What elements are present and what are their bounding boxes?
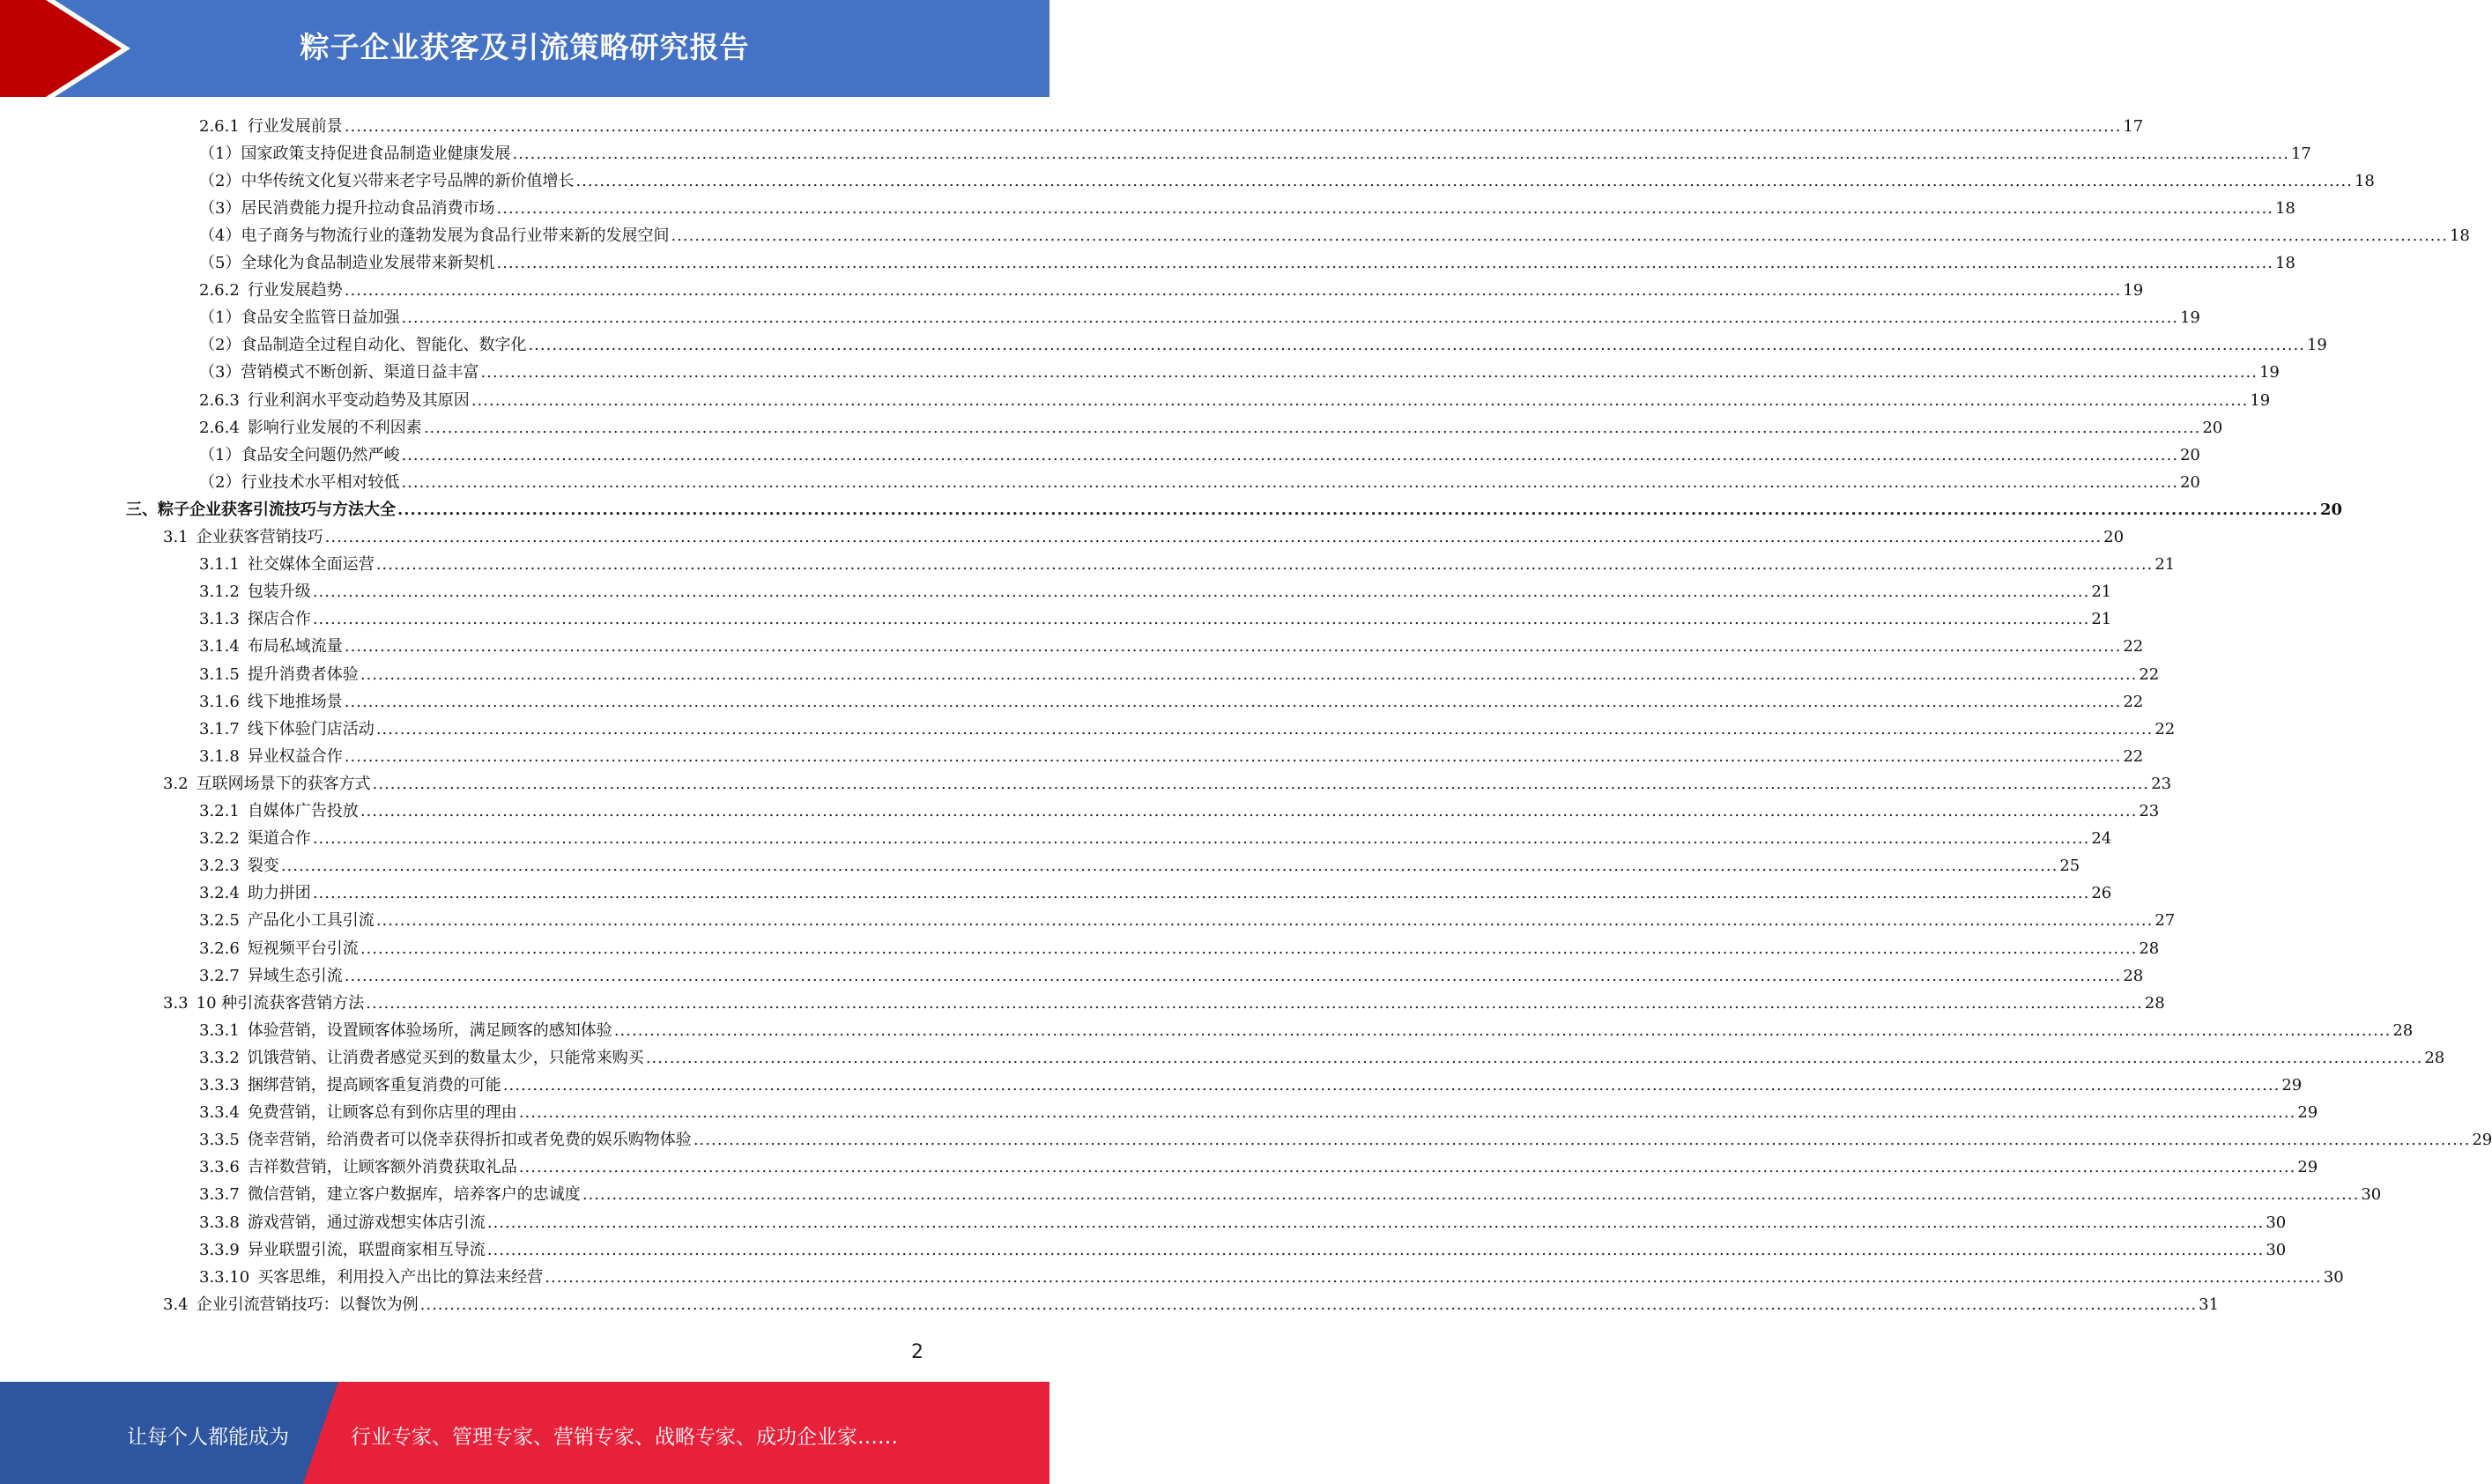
toc-entry-page: 30: [2361, 1185, 2382, 1205]
toc-leader-dots: ............................................................................................................................................................................................................................................................................................................: [344, 281, 2122, 301]
toc-leader-dots: ............................................................................................................................................................................................................................................................................................................: [518, 1158, 2296, 1177]
toc-entry-title: 异业权益合作: [247, 746, 343, 766]
toc-entry[interactable]: [0, 634, 2144, 661]
toc-entry-number: 3.2.3: [199, 857, 240, 876]
toc-entry-number: 3.2: [163, 774, 189, 793]
toc-entry-number: 3.1.2: [199, 582, 240, 602]
toc-entry-title: 提升消费者体验: [247, 664, 359, 684]
toc-entry-title: 企业获客营销技巧: [196, 528, 323, 546]
footer-slogan-left: 让每个人都能成为: [127, 1426, 289, 1449]
toc-entry-title: 捆绑营销，提高顾客重复消费的可能: [247, 1076, 501, 1094]
toc-entry[interactable]: [0, 990, 2165, 1017]
toc-entry-number: （2）: [199, 171, 241, 190]
toc-entry-number: 3.3.4: [199, 1103, 240, 1123]
toc-entry-page: 19: [2179, 308, 2200, 328]
page-header: [0, 0, 1049, 97]
toc-entry-number: 3.2.5: [199, 911, 240, 931]
toc-entry-title: 体验营销，设置顾客体验场所，满足顾客的感知体验: [247, 1020, 612, 1040]
toc-entry-number: 3.2.1: [199, 802, 240, 820]
toc-leader-dots: ............................................................................................................................................................................................................................................................................................................: [496, 254, 2273, 272]
toc-entry-page: 30: [2323, 1267, 2344, 1287]
toc-entry-page: 25: [2059, 857, 2080, 876]
toc-entry-number: 3.1.6: [199, 692, 240, 711]
toc-entry-title: 影响行业发展的不利因素: [247, 418, 422, 437]
page-footer: [0, 1382, 1049, 1484]
toc-leader-dots: ............................................................................................................................................................................................................................................................................................................: [423, 418, 2201, 437]
toc-leader-dots: ............................................................................................................................................................................................................................................................................................................: [312, 884, 2090, 903]
toc-entry-page: 29: [2472, 1131, 2492, 1150]
toc-entry-page: 22: [2139, 664, 2160, 684]
toc-entry-title: 行业利润水平变动趋势及其原因: [247, 390, 470, 410]
toc-leader-dots: ............................................................................................................................................................................................................................................................................................................: [693, 1131, 2471, 1150]
toc-entry[interactable]: [0, 1072, 2303, 1100]
toc-leader-dots: ............................................................................................................................................................................................................................................................................................................: [401, 472, 2178, 492]
toc-entry-page: 28: [2123, 966, 2144, 985]
toc-leader-dots: ............................................................................................................................................................................................................................................................................................................: [344, 692, 2122, 711]
toc-leader-dots: ............................................................................................................................................................................................................................................................................................................: [512, 144, 2289, 163]
toc-entry[interactable]: [0, 579, 2112, 606]
toc-entry-number: （4）: [199, 226, 241, 245]
toc-entry-page: 29: [2297, 1158, 2318, 1177]
toc-entry-title: 自媒体广告投放: [247, 802, 359, 820]
toc-leader-dots: ............................................................................................................................................................................................................................................................................................................: [480, 363, 2258, 382]
toc-entry-number: 2.6.4: [199, 418, 240, 437]
toc-entry-page: 19: [2258, 363, 2280, 382]
toc-entry-number: 3.2.6: [199, 939, 240, 958]
toc-entry-title: 吉祥数营销，让顾客额外消费获取礼品: [247, 1158, 517, 1177]
toc-entry[interactable]: [0, 524, 2125, 552]
toc-entry-page: 23: [2139, 802, 2160, 820]
toc-entry-page: 29: [2281, 1076, 2303, 1094]
toc-leader-dots: ............................................................................................................................................................................................................................................................................................................: [613, 1020, 2392, 1040]
toc-leader-dots: ............................................................................................................................................................................................................................................................................................................: [280, 857, 2058, 876]
toc-leader-dots: ............................................................................................................................................................................................................................................................................................................: [545, 1267, 2322, 1287]
toc-leader-dots: ............................................................................................................................................................................................................................................................................................................: [312, 610, 2090, 629]
toc-entry-number: （5）: [199, 254, 241, 272]
toc-entry[interactable]: [0, 1100, 2318, 1127]
toc-entry[interactable]: [0, 496, 2343, 523]
toc-entry-page: 19: [2306, 336, 2327, 355]
toc-entry[interactable]: [0, 1154, 2318, 1182]
toc-entry-title: 居民消费能力提升拉动食品消费市场: [241, 198, 495, 218]
toc-entry-page: 21: [2155, 555, 2176, 575]
toc-leader-dots: ............................................................................................................................................................................................................................................................................................................: [372, 774, 2150, 793]
toc-entry-number: 3.3.7: [199, 1185, 240, 1205]
toc-leader-dots: ............................................................................................................................................................................................................................................................................................................: [360, 802, 2138, 820]
toc-entry-title: 侥幸营销，给消费者可以侥幸获得折扣或者免费的娱乐购物体验: [247, 1131, 692, 1150]
toc-entry[interactable]: [0, 552, 2176, 579]
toc-entry-title: 中华传统文化复兴带来老字号品牌的新价值增长: [241, 171, 575, 190]
toc-entry-number: 3.1: [163, 528, 189, 546]
toc-entry-title: 线下体验门店活动: [247, 719, 375, 738]
toc-entry-page: 20: [2202, 418, 2223, 437]
toc-entry-title: 游戏营销，通过游戏想实体店引流: [247, 1213, 486, 1232]
toc-entry-page: 18: [2449, 226, 2470, 245]
toc-entry-page: 17: [2123, 116, 2144, 136]
toc-entry-title: 助力拼团: [247, 884, 311, 903]
toc-entry-page: 28: [2144, 993, 2165, 1013]
toc-entry[interactable]: [0, 1127, 2492, 1154]
toc-leader-dots: ............................................................................................................................................................................................................................................................................................................: [375, 719, 2154, 738]
toc-entry[interactable]: [0, 305, 2200, 332]
toc-entry[interactable]: [0, 332, 2327, 360]
toc-entry-page: 18: [2274, 254, 2295, 272]
toc-entry-number: （3）: [199, 363, 241, 382]
toc-entry-page: 19: [2250, 390, 2271, 410]
toc-entry-title: 互联网场景下的获客方式: [196, 774, 371, 793]
toc-entry[interactable]: [0, 606, 2112, 634]
toc-entry[interactable]: [0, 853, 2080, 880]
toc-entry-page: 19: [2123, 281, 2144, 301]
toc-entry-page: 18: [2274, 198, 2295, 218]
toc-entry-page: 21: [2091, 610, 2112, 629]
toc-entry-page: 21: [2091, 582, 2112, 602]
toc-entry[interactable]: [0, 1017, 2414, 1044]
toc-entry-title: 行业技术水平相对较低: [241, 472, 400, 492]
toc-entry-title: 食品安全监管日益加强: [241, 308, 400, 328]
toc-entry-title: 买客思维，利用投入产出比的算法来经营: [257, 1267, 544, 1287]
toc-entry-number: 3.1.1: [199, 555, 240, 575]
toc-entry-title: 10 种引流获客营销方法: [196, 993, 365, 1013]
toc-entry-page: 22: [2123, 746, 2144, 766]
toc-entry-title: 异业联盟引流，联盟商家相互导流: [247, 1240, 486, 1259]
toc-entry-page: 22: [2123, 692, 2144, 711]
toc-entry-number: 3.1.7: [199, 719, 240, 738]
toc-entry-page: 30: [2266, 1240, 2287, 1259]
report-title: 粽子企业获客及引流策略研究报告: [300, 30, 750, 64]
toc-entry[interactable]: [0, 167, 2375, 195]
toc-entry-title: 全球化为食品制造业发展带来新契机: [241, 254, 495, 272]
toc-entry[interactable]: [0, 469, 2200, 496]
toc-entry[interactable]: [0, 360, 2280, 387]
toc-leader-dots: ............................................................................................................................................................................................................................................................................................................: [312, 582, 2090, 602]
toc-entry-page: 20: [2319, 500, 2343, 519]
toc-entry[interactable]: [0, 387, 2271, 414]
footer-slogan-right: 行业专家、管理专家、营销专家、战略专家、成功企业家……: [351, 1426, 898, 1449]
toc-entry-title: 免费营销，让顾客总有到你店里的理由: [247, 1103, 517, 1123]
toc-entry-page: 30: [2266, 1213, 2287, 1232]
toc-entry-title: 行业发展前景: [247, 116, 343, 136]
toc-leader-dots: ............................................................................................................................................................................................................................................................................................................: [575, 171, 2353, 190]
toc-leader-dots: ............................................................................................................................................................................................................................................................................................................: [528, 336, 2305, 355]
toc-entry[interactable]: [0, 935, 2160, 962]
toc-entry[interactable]: [0, 1291, 2220, 1318]
page-number: 2: [911, 1341, 923, 1363]
toc-entry[interactable]: [0, 1182, 2382, 1209]
toc-leader-dots: ............................................................................................................................................................................................................................................................................................................: [419, 1295, 2198, 1314]
toc-entry-title: 裂变: [247, 857, 279, 876]
toc-entry[interactable]: [0, 743, 2144, 770]
toc-entry[interactable]: [0, 826, 2112, 853]
toc-entry[interactable]: [0, 278, 2144, 305]
toc-leader-dots: ............................................................................................................................................................................................................................................................................................................: [471, 390, 2249, 410]
toc-entry-number: 3.1.5: [199, 664, 240, 684]
toc-entry-number: （2）: [199, 472, 241, 492]
toc-entry-number: 2.6.1: [199, 116, 240, 136]
toc-entry[interactable]: [0, 195, 2295, 222]
toc-entry-title: 渠道合作: [247, 829, 311, 849]
toc-leader-dots: ............................................................................................................................................................................................................................................................................................................: [375, 911, 2154, 931]
toc-entry[interactable]: [0, 1209, 2287, 1236]
toc-entry[interactable]: [0, 222, 2470, 249]
toc-entry-number: （1）: [199, 308, 241, 328]
toc-entry[interactable]: [0, 661, 2160, 688]
toc-leader-dots: ............................................................................................................................................................................................................................................................................................................: [344, 746, 2122, 766]
toc-leader-dots: ............................................................................................................................................................................................................................................................................................................: [344, 966, 2122, 985]
toc-entry[interactable]: [0, 880, 2112, 908]
toc-entry[interactable]: [0, 140, 2311, 167]
toc-leader-dots: ............................................................................................................................................................................................................................................................................................................: [645, 1048, 2423, 1067]
toc-entry-number: 3.2.4: [199, 884, 240, 903]
toc-entry[interactable]: [0, 1044, 2445, 1072]
toc-entry-title: 布局私域流量: [247, 637, 343, 657]
toc-entry[interactable]: [0, 688, 2144, 716]
toc-entry-number: （2）: [199, 336, 241, 355]
toc-entry-title: 粽子企业获客引流技巧与方法大全: [158, 500, 396, 519]
toc-entry-number: 3.2.2: [199, 829, 240, 849]
toc-entry-number: 3.4: [163, 1295, 189, 1314]
toc-entry[interactable]: [0, 441, 2200, 469]
toc-entry-title: 异域生态引流: [247, 966, 343, 985]
toc-entry-title: 企业引流营销技巧：以餐饮为例: [196, 1295, 419, 1314]
toc-entry-title: 电子商务与物流行业的蓬勃发展为食品行业带来新的发展空间: [241, 226, 670, 245]
toc-entry-page: 18: [2354, 171, 2375, 190]
toc-entry-page: 26: [2091, 884, 2112, 903]
toc-leader-dots: ............................................................................................................................................................................................................................................................................................................: [486, 1213, 2265, 1232]
toc-leader-dots: ............................................................................................................................................................................................................................................................................................................: [312, 829, 2090, 849]
toc-entry-title: 线下地推场景: [247, 692, 343, 711]
toc-entry-page: 27: [2155, 911, 2176, 931]
toc-entry[interactable]: [0, 1264, 2344, 1291]
toc-leader-dots: ............................................................................................................................................................................................................................................................................................................: [366, 993, 2143, 1013]
toc-entry-number: 3.1.3: [199, 610, 240, 629]
toc-entry-title: 包装升级: [247, 582, 311, 602]
toc-entry[interactable]: [0, 962, 2144, 990]
toc-leader-dots: ............................................................................................................................................................................................................................................................................................................: [397, 500, 2318, 519]
toc-entry-title: 行业发展趋势: [247, 281, 343, 301]
toc-entry-number: 3.3.1: [199, 1020, 240, 1040]
toc-entry-number: 3.1.4: [199, 637, 240, 657]
toc-entry-page: 28: [2139, 939, 2160, 958]
toc-entry-number: 2.6.3: [199, 390, 240, 410]
toc-entry-number: 三、: [126, 500, 158, 519]
toc-entry[interactable]: [0, 908, 2176, 935]
toc-leader-dots: ............................................................................................................................................................................................................................................................................................................: [582, 1185, 2360, 1205]
toc-entry-number: 3.3.9: [199, 1240, 240, 1259]
toc-entry-page: 20: [2179, 472, 2200, 492]
toc-entry-title: 食品安全问题仍然严峻: [241, 445, 400, 464]
toc-entry-number: （3）: [199, 198, 241, 218]
toc-entry-number: 3.3.5: [199, 1131, 240, 1150]
toc-entry-page: 20: [2179, 445, 2200, 464]
toc-leader-dots: ............................................................................................................................................................................................................................................................................................................: [375, 555, 2154, 575]
toc-leader-dots: ............................................................................................................................................................................................................................................................................................................: [401, 445, 2178, 464]
toc-entry-number: 3.3: [163, 993, 189, 1013]
toc-leader-dots: ............................................................................................................................................................................................................................................................................................................: [401, 308, 2178, 328]
toc-entry-number: （1）: [199, 144, 241, 163]
toc-leader-dots: ............................................................................................................................................................................................................................................................................................................: [360, 939, 2138, 958]
toc-entry-title: 饥饿营销、让消费者感觉买到的数量太少，只能常来购买: [247, 1048, 644, 1067]
toc-leader-dots: ............................................................................................................................................................................................................................................................................................................: [344, 637, 2122, 657]
toc-entry-title: 探店合作: [247, 610, 311, 629]
toc-entry-page: 28: [2392, 1020, 2414, 1040]
toc-entry-number: 3.3.2: [199, 1048, 240, 1067]
toc-entry-title: 国家政策支持促进食品制造业健康发展: [241, 144, 511, 163]
toc-entry[interactable]: [0, 113, 2144, 140]
toc-entry-title: 微信营销，建立客户数据库，培养客户的忠诚度: [247, 1185, 581, 1205]
toc-leader-dots: ............................................................................................................................................................................................................................................................................................................: [502, 1076, 2281, 1094]
toc-entry-page: 17: [2290, 144, 2311, 163]
toc-entry-number: 3.3.3: [199, 1076, 240, 1094]
toc-entry-number: 2.6.2: [199, 281, 240, 301]
toc-entry-title: 短视频平台引流: [247, 939, 359, 958]
toc-entry-number: （1）: [199, 445, 241, 464]
toc-entry-page: 31: [2199, 1295, 2220, 1314]
toc-leader-dots: ............................................................................................................................................................................................................................................................................................................: [360, 664, 2138, 684]
toc-leader-dots: ............................................................................................................................................................................................................................................................................................................: [486, 1240, 2265, 1259]
toc-entry-number: 3.1.8: [199, 746, 240, 766]
toc-entry-page: 23: [2151, 774, 2172, 793]
toc-entry-number: 3.3.8: [199, 1213, 240, 1232]
toc-entry-number: 3.3.6: [199, 1158, 240, 1177]
toc-leader-dots: ............................................................................................................................................................................................................................................................................................................: [344, 116, 2122, 136]
toc-entry[interactable]: [0, 414, 2223, 441]
toc-entry-title: 产品化小工具引流: [247, 911, 375, 931]
toc-entry[interactable]: [0, 770, 2172, 798]
toc-entry-page: 29: [2297, 1103, 2318, 1123]
toc-entry[interactable]: [0, 716, 2176, 743]
toc-entry-page: 22: [2123, 637, 2144, 657]
toc-entry-page: 22: [2155, 719, 2176, 738]
toc-leader-dots: ............................................................................................................................................................................................................................................................................................................: [496, 198, 2273, 218]
toc-entry-title: 食品制造全过程自动化、智能化、数字化: [241, 336, 527, 355]
toc-entry-number: 3.3.10: [199, 1267, 250, 1287]
toc-entry-page: 28: [2424, 1048, 2445, 1067]
toc-entry[interactable]: [0, 798, 2160, 826]
toc-entry-title: 社交媒体全面运营: [247, 555, 375, 575]
toc-leader-dots: ............................................................................................................................................................................................................................................................................................................: [324, 528, 2103, 546]
toc-leader-dots: ............................................................................................................................................................................................................................................................................................................: [518, 1103, 2296, 1123]
toc-entry-page: 24: [2091, 829, 2112, 849]
toc-entry-number: 3.2.7: [199, 966, 240, 985]
toc-entry-title: 营销模式不断创新、渠道日益丰富: [241, 363, 479, 382]
toc-entry[interactable]: [0, 250, 2295, 278]
toc-entry[interactable]: [0, 1236, 2287, 1264]
toc-leader-dots: ............................................................................................................................................................................................................................................................................................................: [671, 226, 2448, 245]
toc-entry-page: 20: [2103, 528, 2125, 546]
